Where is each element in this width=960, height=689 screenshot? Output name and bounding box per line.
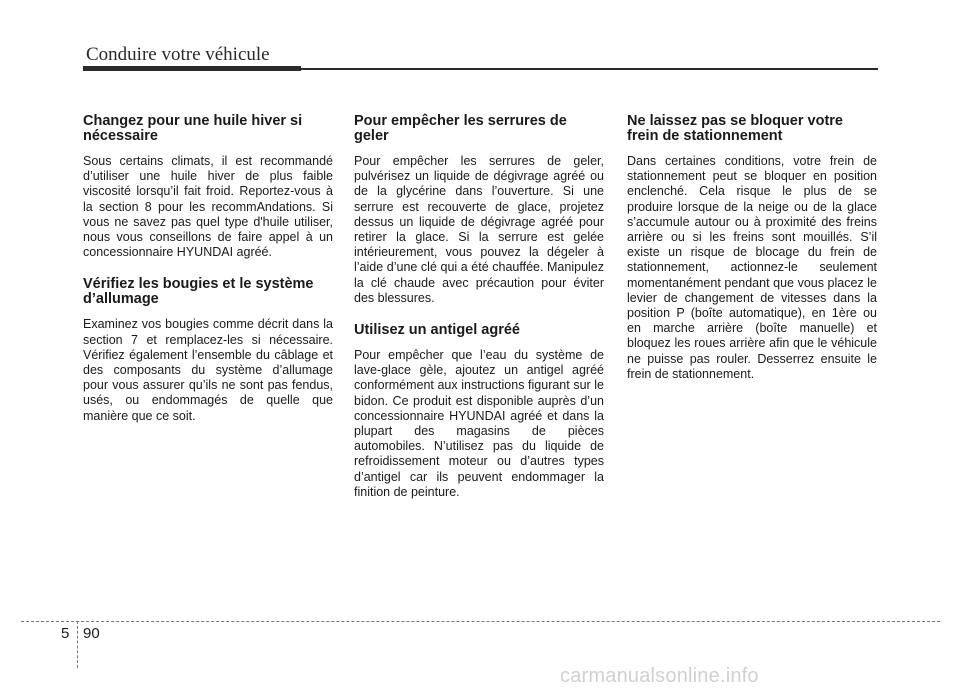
section-frein-stationnement bbox=[627, 114, 877, 382]
page-number: 90 bbox=[83, 625, 100, 642]
section-huile-hiver bbox=[83, 114, 333, 260]
section-heading: Pour empêcher les serrures de geler bbox=[354, 113, 567, 144]
section-heading: Ne laissez pas se bloquer votre frein de stationnement bbox=[627, 113, 843, 144]
column-3 bbox=[627, 114, 877, 399]
section-serrures bbox=[354, 114, 604, 306]
footer-rule bbox=[21, 621, 940, 622]
section-heading: Utilisez un antigel agréé bbox=[354, 322, 520, 339]
section-heading: Changez pour une huile hiver si nécessaire bbox=[83, 113, 303, 144]
page-header-title: Conduire votre véhicule bbox=[86, 44, 270, 65]
section-body: Sous certains climats, il est recommandé d’utiliser une huile hiver de plus faible viscosité lorsqu’il fait froid. Reportez-vous à la section 8 pour les recommAndations. Si vous ne savez pas quel type d'huile utiliser, nous vous conseillons de faire appel à un concessionnaire HYUNDAI agréé. bbox=[83, 154, 333, 260]
section-body: Pour empêcher que l’eau du système de lave-glace gèle, ajoutez un antigel agréé conformément aux instructions figurant sur le bidon. Ce produit est disponible auprès d’un concessionnaire HYUNDAI agréé et dans la plupart des magasins de pièces automobiles. N’utilisez pas du liquide de refroidissement moteur ou d’autres types d’antigel car ils peuvent endommager la finition de peinture. bbox=[354, 348, 604, 499]
section-bougies bbox=[83, 277, 333, 423]
footer-vertical-rule bbox=[77, 621, 78, 668]
column-2 bbox=[354, 114, 604, 517]
watermark-text: carmanualsonline.info bbox=[560, 665, 759, 687]
section-body: Dans certaines conditions, votre frein de stationnement peut se bloquer en position enclenché. Cela risque le plus de se produire lorsque de la neige ou de la glace s’accumule autour ou à proximité des freins arrière ou si les freins sont mouillés. S’il existe un risque de blocage du frein de stationnement, actionnez-le seulement momentanément pendant que vous placez le levier de changement de vitesses dans la position P (boîte automatique), en 1ère ou en marche arrière (boîte manuelle) et bloquez les roues arrière afin que le véhicule ne puisse pas rouler. Desserrez ensuite le frein de stationnement. bbox=[627, 154, 877, 381]
chapter-number: 5 bbox=[61, 625, 70, 642]
section-antigel bbox=[354, 323, 604, 500]
section-heading: Vérifiez les bougies et le système d’allumage bbox=[83, 276, 314, 308]
header-rule-thin bbox=[301, 68, 878, 70]
section-body: Pour empêcher les serrures de geler, pulvérisez un liquide de dégivrage agréé ou de la glycérine dans l’ouverture. Si une serrure est recouverte de glace, projetez dessus un liquide de dégivrage agréé pour retirer la glace. Si la serrure est gelée intérieurement, vous pouvez la dégeler à l’aide d’une clé qui a été chauffée. Manipulez la clé chaude avec précaution pour éviter des blessures. bbox=[354, 154, 604, 305]
header-rule-thick bbox=[83, 66, 301, 71]
section-body: Examinez vos bougies comme décrit dans la section 7 et remplacez-les si nécessaire. Vérifiez également l’ensemble du câblage et des composants du système d’allumage pour vous assurer qu’ils ne sont pas fendus, usés, ou endommagés de quelle que manière que ce soit. bbox=[83, 317, 333, 423]
column-1 bbox=[83, 114, 333, 441]
